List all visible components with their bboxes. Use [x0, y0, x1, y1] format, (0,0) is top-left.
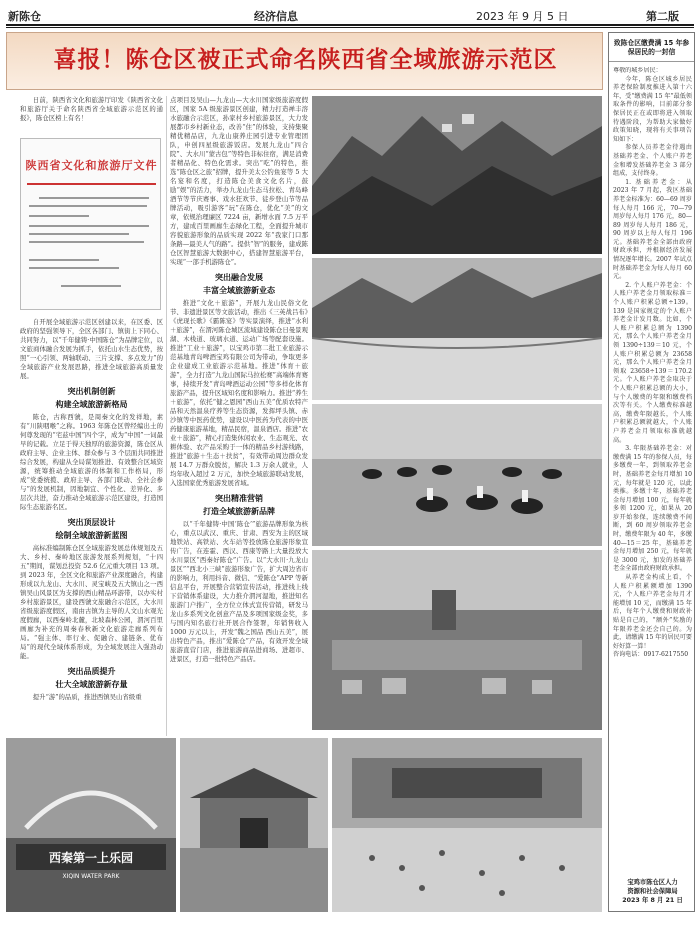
water-park-photo	[6, 738, 176, 912]
column-two: 点项目及吴山—九龙山—大水川国家级旅游度假区，国家 5A 级旅游景区创建，精力打造禅丰溶水旅融合示范区，孙家村乡村旅游景区，大力发展都市乡村新业态，改善“住”的体验，支持集聚精优精品店，九龙山康养庄园引进专业管理团队，申创四星级旅游饭店。发展九龙山“四合院”、大水川“蒙古包”等特色非标住宿，满足消费者精品化、特色化需求。突出“吃”的特色，推选“陈仓区之旅”招牌，提升美太公钓鱼宴等 5 大名宴和名度，打造陈仓美食文化名片，鼓励“娱”的活力，举办九龙山生态马拉松、青岛峰酒节等节庆赛事、戏水狂欢节、徒步登山节等品牌活动，吸引游客“玩”在陈仓，优化“美”的文章，依规治理廉区 7224 亩，新增水面 7.5 万平方，建成百里画廊生态绿化工程，全面提升城市容貌旅游形象的品质实现 2022 年“我家门口那条路—最美人气的路”。提供“智”的服务，建成陈仓区智慧旅游大数据中心，搭建智慧旅游平台，实现“一部手机游陈仓”。 突出融合发展 丰富全域旅游新业态 推进“文化＋旅游”，开展九龙山民俗文化节、非遗进景区等文旅活动，推出《三英战吕布》《虎现长歌》《霸陈宴》等实景演绎，推进“水利＋旅游”，在渭河陈仓城区流域建设陈仓日曼景观湖、木栈道、玻璃水道、运动广场等配套设施。推进“工业＋旅游”，以宝鸡市第二批工业旅游示范基地青岛啤酒宝鸡有限公司为带动，争取更多企业建成工业旅游示范基地。推进“体育＋旅游”，全力打造“九龙山国际马拉松赛”高端体育赛事，持续开发“青岛啤酒运动公园”等多样化体育旅游产品，提升区域知名度和影响力。推进“养生＋旅游”，依托“健之恩园”西山五美”优质农特产品和天然温泉疗养等生态资源，发挥坪头镇、赤沙镇等中医药优势，建设以中医药为代表的中医药健康旅游基地，精品民宿，温泉酒店。推进“农业＋旅游”，精心打造集休闲农业、生态观光、农耕体验、农产品采购于一体的精品乡村游线路，推进“旅游＋生态＋扶贫”，有效带动周边群众发展 14.7 万群众脱贫，解决 1.3 万余人就业，人均年收入超过 2 万元，加快全域旅游联动发展，入选国家优秀旅游发展省域。 突出精准营销 打造全域旅游新品牌 以“千年健铸·中国‘陈仓’”旅游品牌形象为核心，重点以武汉、重庆、甘肃、西安为主的区域地铁站、高铁站、火车站等投放陈仓旅游形象宣传广告，在连霍、西汉、西康等路上大量投放大水川景区“西秦好陈仓”广告。以“大水川·九龙山景区”“西北小三峡”旅游形象广告，扩大周边省市的影响力，利用抖音、微信、“爱陈仓”APP 等新信息平台，开展整合营销宣传活动，推进线上线下营销体系建设，大力推介渭河湿地，推进知名旅游门户推广，全方位立体式宣传营销，研发马龙山多系列文化创意产品及多项国家级金奖，多与国内知名旅行社开展合作签署，年销售收入 1000 万元以上，开发“魏之国品 西山五美”，展出特色产品，推出“爱陈仓”产品，有效开发全域旅游直营门店，推进旅游商品进商场、进超市、进景区，打造一批特色产品店。	[170, 96, 308, 663]
subheading-design: 突出顶层设计	[67, 518, 116, 527]
headline-banner	[6, 32, 603, 90]
page-number: 第二版	[646, 10, 679, 23]
horse-riders-photo	[312, 404, 602, 546]
temple-gate-photo	[180, 738, 328, 912]
official-document-image	[20, 138, 161, 310]
water-park-sign: 西秦第一上乐园	[48, 851, 134, 865]
page-header	[6, 5, 694, 25]
contact-phone: 咨询电话：0917-6217550	[613, 651, 689, 659]
headline-title: 喜报！陈仓区被正式命名陕西省全域旅游示范区	[53, 47, 558, 73]
subheading-mechanism: 突出机制创新	[67, 387, 116, 396]
section-name: 经济信息	[254, 10, 298, 23]
header-rule-thin	[6, 27, 694, 28]
water-park-sign-en: XIQIN WATER PARK	[62, 873, 120, 880]
sidebar-title: 致陈仓区缴费满 15 年参保居民的一封信	[609, 33, 694, 62]
newspaper-name: 新陈仓	[8, 10, 41, 23]
sidebar-signature: 宝鸡市陈仓区人力 资源和社会保障局 2023 年 8 月 21 日	[622, 879, 683, 904]
subheading-quality: 突出品质提升	[67, 667, 116, 676]
document-title: 陕西省文化和旅游厅文件	[25, 159, 158, 172]
sidebar-letter	[608, 32, 695, 912]
mountain-temple-photo	[312, 96, 602, 254]
article-intro: 日前，陕西省文化和旅游厅印发《陕西省文化和旅游厅关于命名陕西省全域旅游示范区的通报》，陈仓区榜上有名！	[20, 96, 163, 122]
lake-landscape-photo	[312, 258, 602, 400]
document-red-rule	[27, 183, 156, 185]
subheading-integration: 突出融合发展	[215, 273, 263, 282]
issue-date: 2023 年 9 月 5 日	[476, 10, 569, 23]
column-one: 自开展全域旅游示范区创建以来，在区委、区政府的坚强领导下，全区各部门、镇街上下同心、共同努力，以“千年健铸·中国陈仓”为品牌定位，以文旅商体融合发展为抓手，依托山水生态优势，按照“一心引领、两轴联动、三片支撑、多点发力”的全域旅游产业发展思路，推进全域旅游高质量发展。 突出机制创新 构建全域旅游新格局 陈仓，古称西虢，是周秦文化的发祥地，素有“川陕咽喉”之称。1963 年陈仓区曾经编出土的何尊发现的“宅兹中国”四个字，成为“中国”一词最早的记载。立足于得天独厚的旅游资源，陈仓区从政府主导、企业主体、群众参与 3 个层面共同推进综合发展，构建从全局谋划推进、有效整合区域资源，统筹推动全域旅游的体制和工作格局，形成“党委统揽、政府主导、各部门联动、全社会参与”的发展机制，因地制宜、个性化、差异化、多层次共进，奋力推动全域旅游示范区建设，打造国际生态旅游名区。 突出顶层设计 绘制全域旅游新蓝图 高标准编制陈仓区全域旅游发展总体规划及五大、乡村、秦岭地区旅游发展系列规划，“十四五”期间，谋划总投资 52.6 亿元重大项目 13 项。到 2023 年，全区文化和旅游产业深度融合，构建形成以九龙山、大水川、灵宝峡及五大镇山之一西镇吴山风景区为支撑的西山精品环游带，以办实村乡村旅游景区，建设西虢文旅融合示范区，大水川省级旅游度假区，南由古镇为主导的人文山水观光度假廊，以西秦岭北麓，北坡森林公园，渭河百里画廊为补充的周秦春秋新文化旅游走廊系列布局。“强主体、率行业、促融合、建链条、优布局”的现代全域体系形成，为全域发展注入强劲动能。 突出品质提升 壮大全域旅游新存量 提升“游”的品质，推进西镇吴山省级重	[20, 318, 163, 701]
header-rule	[6, 24, 694, 26]
aerial-town-photo	[312, 550, 602, 730]
column-divider	[166, 96, 167, 736]
subheading-marketing: 突出精准营销	[215, 494, 263, 503]
festival-crowd-photo	[332, 738, 602, 912]
sidebar-body: 尊敬的城乡居民： 今年，陈仓区城乡居民养老保险制度推进入第十六年，受“缴费满 15 年”最低领取条件的影响，目前部分参保居民正在或即将进入领取待遇阶段，为帮助大家做好政策知晓，现将有关事项告知如下： 参保人员养老金待遇由基础养老金、个人账户养老金和增发基础养老金 3 部分组成，支付终身。 1. 基础养老金：从 2023 年 7 月起，我区基础养老金标准为：60—69 周岁每人每月 166 元，70—79 周岁每人每月 176 元，80—89 周岁每人每月 186 元，90 周岁以上每人每月 196 元。基础养老金全部由政府财政承担，并根据经济发展情况逐年增长。2007 年试点时基础养老金为每人每月 60 元。 2. 个人账户养老金：个人账户养老金月领取标准＝个人账户积累总额÷139。139 是国家规定的个人账户养老金计发月数。比如，个人账户积累总额为 1390 元，那么个人账户养老金月领 1390÷139＝10 元，个人账户积累总额为 23658 元，那么个人账户养老金月领取 23658÷139＝170.2 元。个人账户养老金取决于个人账户积累总额的大小，与个人缴费的年限和缴费档次等有关。个人缴费标准越高，缴费年限越长，个人账户积累总额就越大，个人账户养老金月领取标准就越高。 3. 年限基础养老金：对缴费满 15 年的参保人员，每多缴费一年，到领取养老金时，基础养老金每月增加 10 元，每年就是 120 元，以此类推。多缴十年，基础养老金每月增加 100 元，每年就多领 1200 元，如果从 20 岁开始参保，连续缴费不间断，到 60 周岁领取养老金时，缴费年限为 40 年，多缴 40—15＝25 年，基础养老金每月增加 250 元，每年就是 3000 元，加发的基础养老金全部由政府财政承担。 从养老金构成上看，个人账户积累额增加 1390 元，个人账户养老金每月才能增加 10 元，而缴满 15 年后，每年个人缴费和财政补贴是自己的，“额外”奖励的年限养老金还会自己的。为此，请缴满 15 年的居民可要好好算一算！ 咨询电话：0917-6217550	[613, 67, 692, 659]
